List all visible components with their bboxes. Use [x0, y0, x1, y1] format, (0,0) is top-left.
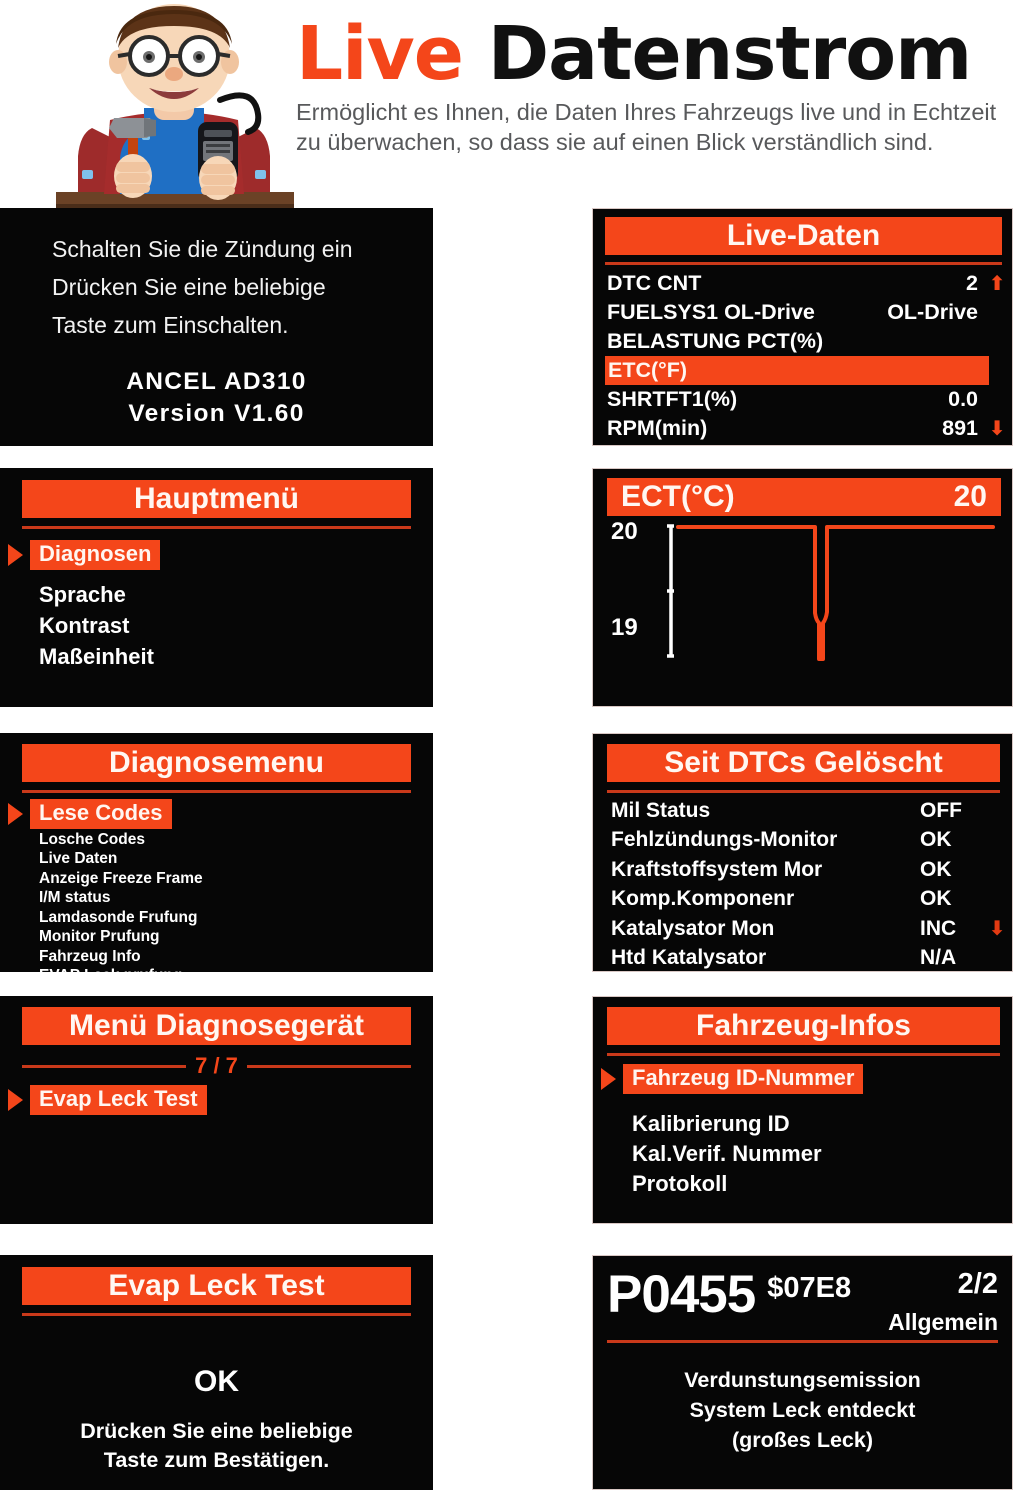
menu-item[interactable]	[0, 830, 433, 850]
boot-line-3: Taste zum Einschalten.	[52, 312, 289, 338]
monitor-name: Katalysator Mon	[611, 916, 775, 940]
monitor-row	[593, 885, 1012, 915]
menu-item-kalibrierung-id[interactable]	[593, 1109, 1012, 1139]
menu-item-label: Lese Codes	[30, 799, 172, 829]
scroll-up-icon[interactable]: ⬆	[988, 273, 1006, 295]
live-data-name: BELASTUNG PCT(%)	[607, 329, 824, 353]
live-data-row-selected[interactable]	[605, 356, 989, 385]
menu-item-label: I/M status	[39, 889, 111, 907]
ect-title-bar	[607, 478, 1001, 516]
scroll-down-icon[interactable]: ⬇	[988, 418, 1006, 440]
ect-title: ECT(°C)	[621, 480, 735, 513]
menu-item-label: Sprache	[39, 581, 126, 607]
monitor-row	[593, 914, 1012, 944]
selection-caret-icon	[601, 1068, 616, 1090]
live-data-name: DTC CNT	[607, 271, 702, 295]
menu-item-label: Protokoll	[632, 1171, 728, 1196]
divider	[607, 1053, 1000, 1056]
evap-test-instruction-1: Drücken Sie eine beliebige	[80, 1419, 353, 1443]
device-menu-title: Menü Diagnosegerät	[22, 1007, 411, 1045]
monitor-name: Komp.Komponenr	[611, 887, 795, 911]
screen-hauptmenu	[0, 468, 433, 707]
menu-item-kal-verif-nummer[interactable]	[593, 1139, 1012, 1169]
live-data-value: 891	[942, 416, 978, 440]
mechanic-illustration	[48, 0, 300, 208]
screen-ect-graph	[592, 468, 1013, 707]
divider	[607, 1340, 998, 1343]
menu-item[interactable]	[0, 928, 433, 948]
dtc-description-2: System Leck entdeckt	[689, 1398, 916, 1422]
menu-item[interactable]	[0, 850, 433, 870]
dtc-hex-address: $07E8	[767, 1272, 852, 1304]
device-model: ANCEL AD310	[126, 368, 307, 395]
page-subtitle: Ermöglicht es Ihnen, die Daten Ihres Fahrzeugs live und in Echtzeit zu überwachen, so dass sie auf einen Blick verständlich sind.	[296, 98, 997, 156]
menu-item-label: Fahrzeug ID-Nummer	[623, 1064, 863, 1094]
monitor-status: OK	[920, 828, 952, 852]
monitor-status: OK	[920, 887, 952, 911]
menu-item-label: Diagnosen	[30, 540, 160, 570]
ect-chart	[593, 516, 1012, 668]
dtc-page-indicator: 2/2	[957, 1268, 998, 1300]
menu-item-lese-codes[interactable]	[0, 798, 433, 830]
ect-current-value: 20	[953, 480, 987, 513]
page-title	[296, 11, 1020, 97]
device-version: Version V1.60	[128, 400, 305, 427]
menu-item-label: Evap Leck Test	[30, 1085, 207, 1115]
monitor-row	[593, 826, 1012, 856]
live-data-name: FUELSYS1 OL-Drive	[607, 300, 815, 324]
menu-item-fahrzeug-id[interactable]	[593, 1062, 1012, 1095]
monitors-title: Seit DTCs Gelöscht	[607, 744, 1000, 782]
divider	[605, 262, 1002, 265]
evap-test-instruction-2: Taste zum Bestätigen.	[103, 1448, 330, 1472]
scroll-down-icon[interactable]: ⬇	[988, 918, 1006, 941]
page-header	[0, 0, 1026, 208]
divider	[22, 790, 411, 793]
monitor-name: Fehlzündungs-Monitor	[611, 828, 838, 852]
page-indicator-row	[22, 1053, 411, 1079]
hauptmenu-title: Hauptmenü	[22, 480, 411, 518]
page-title-accent: Live	[296, 11, 463, 97]
live-data-name: SHRTFT1(%)	[607, 387, 738, 411]
live-data-name: ETC(°F)	[608, 358, 688, 382]
screen-boot	[0, 208, 433, 446]
page-title-rest: Datenstrom	[462, 11, 972, 97]
live-data-value: OL-Drive	[887, 300, 978, 324]
screen-device-menu	[0, 996, 433, 1224]
screen-dtc-detail	[592, 1255, 1013, 1490]
monitor-status: INC	[920, 916, 957, 940]
menu-item-sprache[interactable]	[0, 579, 433, 610]
menu-item[interactable]	[0, 908, 433, 928]
ect-ytick-top: 20	[611, 518, 638, 545]
vehicle-info-title: Fahrzeug-Infos	[607, 1007, 1000, 1045]
monitor-row	[593, 855, 1012, 885]
menu-item-masseinheit[interactable]	[0, 641, 433, 672]
divider	[607, 790, 1000, 793]
monitor-name: Mil Status	[611, 798, 711, 822]
monitor-name: Kraftstoffsystem Mor	[611, 857, 823, 881]
live-data-row[interactable]	[593, 327, 1012, 356]
menu-item[interactable]	[0, 889, 433, 909]
menu-item-label: Kal.Verif. Nummer	[632, 1141, 822, 1166]
monitor-row	[593, 796, 1012, 826]
screen-monitors	[592, 733, 1013, 972]
monitor-status: OK	[920, 857, 952, 881]
live-data-row[interactable]	[593, 414, 1012, 443]
menu-item-diagnosen[interactable]	[0, 538, 433, 572]
menu-item[interactable]	[0, 869, 433, 889]
menu-item-label: Kalibrierung ID	[632, 1111, 790, 1136]
dtc-header	[593, 1256, 1012, 1336]
live-data-name: RPM(min)	[607, 416, 708, 440]
menu-item-label: Lamdasonde Frufung	[39, 908, 198, 926]
divider	[247, 1065, 411, 1068]
live-data-row[interactable]	[593, 269, 1012, 298]
screen-evap-test-result	[0, 1255, 433, 1490]
screen-live-data	[592, 208, 1013, 446]
divider	[22, 526, 411, 529]
live-data-value: 0.0	[948, 387, 978, 411]
screen-vehicle-info	[592, 996, 1013, 1224]
live-data-value: 2	[966, 271, 978, 295]
menu-item-label: Kontrast	[39, 612, 130, 638]
page-indicator: 7 / 7	[195, 1053, 238, 1078]
selection-caret-icon	[8, 803, 23, 825]
ect-plot	[593, 516, 1014, 668]
live-data-row[interactable]	[593, 385, 1012, 414]
monitor-name: Htd Katalysator	[611, 946, 767, 970]
menu-item-label: Fahrzeug Info	[39, 947, 141, 965]
monitor-row	[593, 944, 1012, 974]
menu-item-label: Monitor Prufung	[39, 928, 160, 946]
evap-test-result: OK	[194, 1365, 239, 1398]
menu-item[interactable]	[0, 947, 433, 967]
dtc-scope: Allgemein	[888, 1309, 998, 1335]
dtc-description-1: Verdunstungsemission	[684, 1368, 921, 1392]
menu-item-label: Maßeinheit	[39, 643, 154, 669]
live-data-row[interactable]	[593, 298, 1012, 327]
menu-item-kontrast[interactable]	[0, 610, 433, 641]
diagnosemenu-title: Diagnosemenu	[22, 744, 411, 782]
menu-item-label: Anzeige Freeze Frame	[39, 869, 203, 887]
monitor-status: N/A	[920, 946, 957, 970]
selection-caret-icon	[8, 1089, 23, 1111]
evap-test-title: Evap Leck Test	[22, 1267, 411, 1305]
ect-ytick-bottom: 19	[611, 614, 638, 641]
selection-caret-icon	[8, 544, 23, 566]
monitor-status: OFF	[920, 798, 962, 822]
screen-diagnosemenu	[0, 733, 433, 985]
menu-item-label: Losche Codes	[39, 830, 145, 848]
boot-line-2: Drücken Sie eine beliebige	[52, 274, 326, 300]
dtc-description-3: (großes Leck)	[732, 1428, 873, 1452]
menu-item[interactable]	[0, 967, 433, 987]
boot-line-1: Schalten Sie die Zündung ein	[52, 236, 353, 262]
menu-item-label: EVAP Leck prufung	[39, 967, 183, 985]
menu-item-label: Live Daten	[39, 850, 118, 868]
menu-item-evap-leck-test[interactable]	[0, 1083, 433, 1116]
dtc-code: P0455	[607, 1265, 756, 1324]
menu-item-protokoll[interactable]	[593, 1169, 1012, 1199]
live-data-title: Live-Daten	[605, 217, 1002, 255]
divider	[22, 1065, 186, 1068]
divider	[22, 1313, 411, 1316]
